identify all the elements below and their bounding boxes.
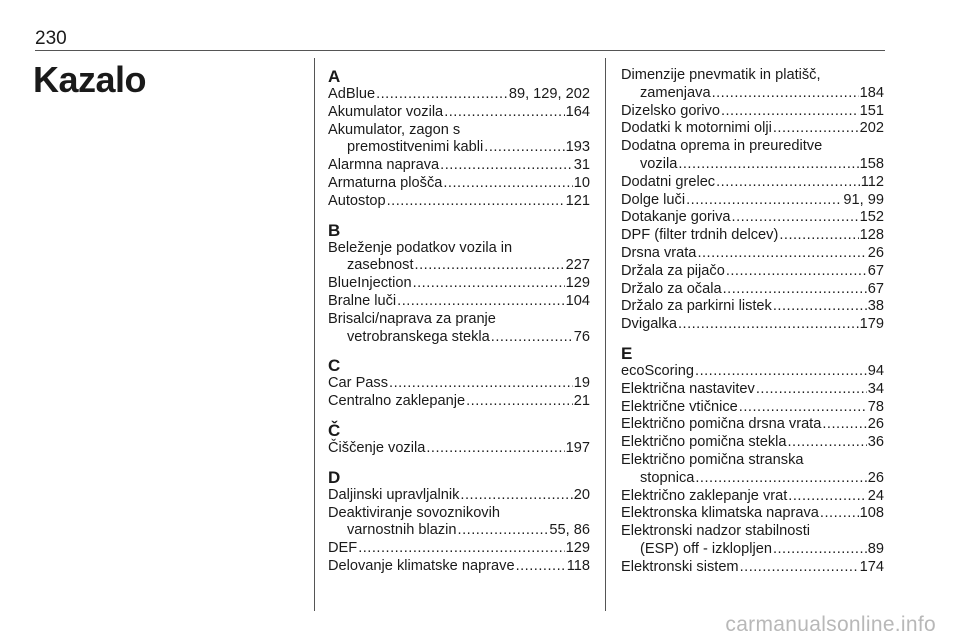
index-entry-name: vetrobranskega stekla — [347, 328, 490, 345]
index-entry-name: Delovanje klimatske naprave — [328, 557, 515, 574]
index-entry-pages: 67 — [867, 280, 884, 297]
dot-leader — [387, 193, 565, 211]
dot-leader — [726, 263, 867, 281]
index-entry-name: Elektronski sistem — [621, 558, 739, 575]
dot-leader — [678, 316, 859, 334]
dot-leader — [678, 156, 858, 174]
index-entry-pages: 152 — [859, 209, 884, 226]
index-entry-pages: 121 — [565, 192, 590, 209]
index-entry — [328, 157, 590, 175]
index-entry-pages: 19 — [573, 375, 590, 392]
dot-leader — [686, 192, 842, 210]
index-entry — [328, 558, 590, 576]
index-entry — [621, 416, 884, 434]
index-entry-pages: 202 — [859, 120, 884, 137]
index-letter-group — [328, 468, 590, 576]
dot-leader — [484, 139, 564, 157]
index-entry-name: zamenjava — [640, 84, 711, 101]
index-entry-pages: 227 — [565, 257, 590, 274]
index-entry — [328, 275, 590, 293]
index-entry-pages: 10 — [573, 174, 590, 191]
index-entry-pages: 55, 86 — [549, 522, 590, 539]
index-entry-name: Akumulator vozila — [328, 103, 444, 120]
dot-leader — [787, 434, 866, 452]
index-letter-heading: D — [328, 467, 341, 487]
index-entry — [621, 298, 884, 316]
dot-leader — [779, 227, 858, 245]
index-entry — [621, 381, 884, 399]
watermark-text: carmanualsonline.info — [725, 613, 936, 636]
index-entry-pages: 67 — [867, 262, 884, 279]
index-entry — [621, 559, 884, 577]
index-entry-name: Armaturna plošča — [328, 174, 443, 191]
index-entry-pages: 89 — [867, 540, 884, 557]
index-entry — [621, 505, 884, 523]
index-column-1 — [328, 67, 590, 586]
index-entry-pages: 26 — [867, 416, 884, 433]
dot-leader — [413, 275, 565, 293]
index-letter-heading: B — [328, 220, 341, 240]
index-entry-pages: 193 — [565, 139, 590, 156]
index-entry-pages: 129 — [565, 275, 590, 292]
index-entry — [621, 156, 884, 174]
index-entry — [621, 192, 884, 210]
index-entry — [621, 174, 884, 192]
index-entry-pages: 151 — [859, 102, 884, 119]
index-entry — [328, 329, 590, 347]
index-entry-first-line — [328, 311, 590, 329]
dot-leader — [426, 440, 564, 458]
index-entry-pages: 78 — [867, 398, 884, 415]
dot-leader — [376, 86, 508, 104]
dot-leader — [443, 175, 572, 193]
index-entry-first-line — [621, 67, 884, 85]
dot-leader — [712, 85, 859, 103]
dot-leader — [788, 488, 866, 506]
index-entry-pages: 21 — [573, 393, 590, 410]
index-entry — [328, 540, 590, 558]
index-entry-name: Daljinski upravljalnik — [328, 486, 460, 503]
dot-leader — [723, 281, 867, 299]
index-entry-pages: 158 — [859, 155, 884, 172]
index-entry-name: Električno zaklepanje vrat — [621, 487, 788, 504]
index-entry — [328, 440, 590, 458]
dot-leader — [732, 209, 859, 227]
index-entry-first-line — [328, 505, 590, 523]
index-entry-pages: 112 — [860, 173, 884, 190]
index-letter-group — [328, 356, 590, 411]
index-entry-pages: 197 — [565, 439, 590, 456]
dot-leader — [773, 120, 859, 138]
dot-leader — [697, 245, 866, 263]
index-entry-name: AdBlue — [328, 86, 376, 102]
index-entry-pages: 128 — [859, 227, 884, 244]
index-entry-pages: 76 — [573, 328, 590, 345]
index-entry — [328, 293, 590, 311]
index-entry-pages: 94 — [867, 362, 884, 379]
index-entry-first-line — [621, 452, 884, 470]
index-entry — [621, 263, 884, 281]
dot-leader — [415, 257, 565, 275]
index-entry-pages: 20 — [573, 486, 590, 503]
index-entry-pages: 26 — [867, 469, 884, 486]
index-entry-name: Alarmna naprava — [328, 157, 440, 174]
index-entry-pages: 31 — [573, 157, 590, 174]
column-divider — [314, 58, 315, 611]
index-entry-name: Električne vtičnice — [621, 398, 738, 415]
index-entry-name: Čiščenje vozila — [328, 439, 426, 456]
index-entry-name: Car Pass — [328, 375, 389, 392]
index-entry-pages: 104 — [565, 292, 590, 309]
dot-leader — [491, 329, 573, 347]
index-entry-pages: 174 — [859, 558, 884, 575]
index-entry — [621, 488, 884, 506]
index-letter-group — [328, 67, 590, 211]
index-entry-pages: 38 — [867, 298, 884, 315]
dot-leader — [773, 541, 867, 559]
index-entry — [328, 193, 590, 211]
index-entry-name: Bralne luči — [328, 292, 397, 309]
index-entry-name: Dolge luči — [621, 191, 686, 208]
index-entry-name: DPF (filter trdnih delcev) — [621, 227, 779, 244]
index-entry-name: premostitvenimi kabli — [347, 139, 484, 156]
index-entry — [328, 104, 590, 122]
index-entry-prefix: Beleženje podatkov vozila in — [328, 239, 513, 256]
index-entry — [328, 375, 590, 393]
index-entry-pages: 108 — [859, 505, 884, 522]
dot-leader — [773, 298, 867, 316]
index-entry — [621, 363, 884, 381]
index-entry — [328, 393, 590, 411]
index-entry-pages: 129 — [565, 540, 590, 557]
index-entry — [621, 85, 884, 103]
index-entry-name: Dvigalka — [621, 316, 677, 333]
index-entry — [328, 487, 590, 505]
index-entry-pages: 36 — [867, 434, 884, 451]
index-entry-name: Autostop — [328, 192, 386, 209]
index-entry-name: vozila — [640, 155, 678, 172]
index-entry-name: Električno pomična stekla — [621, 434, 787, 451]
index-entry-name: Drsna vrata — [621, 244, 697, 261]
page-number: 230 — [35, 28, 67, 49]
index-entry-prefix: Deaktiviranje sovoznikovih — [328, 504, 500, 521]
index-letter-heading: A — [328, 67, 341, 86]
index-entry — [328, 522, 590, 540]
index-entry-pages: 89, 129, 202 — [508, 86, 590, 102]
index-entry — [621, 245, 884, 263]
index-entry-name: DEF — [328, 540, 358, 557]
dot-leader — [358, 540, 564, 558]
index-entry-prefix: Dimenzije pnevmatik in platišč, — [621, 67, 821, 83]
dot-leader — [716, 174, 860, 192]
index-entry-name: Držalo za parkirni listek — [621, 298, 772, 315]
index-entry-first-line — [621, 138, 884, 156]
header-rule — [35, 50, 885, 51]
index-entry-pages: 34 — [867, 380, 884, 397]
index-letter-group — [621, 344, 884, 577]
index-entry-name: BlueInjection — [328, 275, 412, 292]
index-entry-pages: 24 — [867, 487, 884, 504]
index-letter-heading: C — [328, 356, 341, 376]
index-entry — [621, 470, 884, 488]
index-entry-pages: 91, 99 — [843, 191, 884, 208]
dot-leader — [440, 157, 573, 175]
dot-leader — [695, 470, 866, 488]
index-entry-name: Dodatni grelec — [621, 173, 716, 190]
dot-leader — [822, 416, 866, 434]
index-entry-name: Držalo za očala — [621, 280, 722, 297]
dot-leader — [397, 293, 565, 311]
index-entry-name: (ESP) off - izklopljen — [640, 540, 772, 557]
index-entry — [621, 316, 884, 334]
index-entry — [328, 175, 590, 193]
index-entry — [621, 120, 884, 138]
index-entry — [621, 281, 884, 299]
index-letter-group — [328, 221, 590, 347]
index-entry-first-line — [328, 240, 590, 258]
index-entry-prefix: Elektronski nadzor stabilnosti — [621, 523, 810, 540]
index-letter-group — [621, 67, 884, 334]
index-entry-name: Centralno zaklepanje — [328, 393, 466, 410]
index-entry-prefix: Dodatna oprema in preureditve — [621, 138, 823, 155]
index-letter-group — [328, 421, 590, 458]
column-divider — [605, 58, 606, 611]
dot-leader — [820, 505, 859, 523]
index-entry-prefix: Električno pomična stranska — [621, 451, 804, 468]
index-entry-name: Držala za pijačo — [621, 262, 725, 279]
dot-leader — [516, 558, 566, 576]
dot-leader — [739, 399, 867, 417]
index-entry-name: Dodatki k motornimi olji — [621, 120, 772, 137]
index-entry-pages: 164 — [565, 103, 590, 120]
dot-leader — [740, 559, 859, 577]
index-entry — [621, 209, 884, 227]
index-entry — [621, 103, 884, 121]
dot-leader — [444, 104, 564, 122]
index-entry-prefix: Brisalci/naprava za pranje — [328, 310, 496, 327]
index-entry-prefix: Akumulator, zagon s — [328, 121, 461, 138]
dot-leader — [466, 393, 573, 411]
index-entry-name: Elektronska klimatska naprava — [621, 505, 819, 522]
index-entry-name: stopnica — [640, 469, 695, 486]
index-entry-pages: 179 — [859, 316, 884, 333]
index-entry — [621, 399, 884, 417]
index-entry-first-line — [621, 523, 884, 541]
dot-leader — [458, 522, 549, 540]
index-entry-pages: 26 — [867, 244, 884, 261]
index-entry-name: varnostnih blazin — [347, 522, 457, 539]
page-title: Kazalo — [33, 59, 147, 100]
index-entry-pages: 118 — [566, 557, 590, 574]
dot-leader — [721, 103, 859, 121]
index-entry — [328, 257, 590, 275]
index-entry-name: Električna nastavitev — [621, 380, 755, 397]
dot-leader — [389, 375, 573, 393]
index-entry-name: Dizelsko gorivo — [621, 102, 720, 119]
index-entry-name: Električno pomična drsna vrata — [621, 416, 822, 433]
index-letter-heading: Č — [328, 420, 341, 440]
index-entry — [328, 139, 590, 157]
index-entry-first-line — [328, 122, 590, 140]
index-entry-pages: 184 — [859, 84, 884, 101]
index-column-2 — [621, 67, 884, 587]
dot-leader — [695, 363, 867, 381]
index-entry — [621, 434, 884, 452]
dot-leader — [460, 487, 572, 505]
index-entry — [621, 227, 884, 245]
index-entry — [328, 86, 590, 104]
index-entry-name: ecoScoring — [621, 362, 695, 379]
index-entry-name: Dotakanje goriva — [621, 209, 731, 226]
index-entry — [621, 541, 884, 559]
index-letter-heading: E — [621, 343, 633, 363]
dot-leader — [756, 381, 867, 399]
index-entry-name: zasebnost — [347, 257, 414, 274]
